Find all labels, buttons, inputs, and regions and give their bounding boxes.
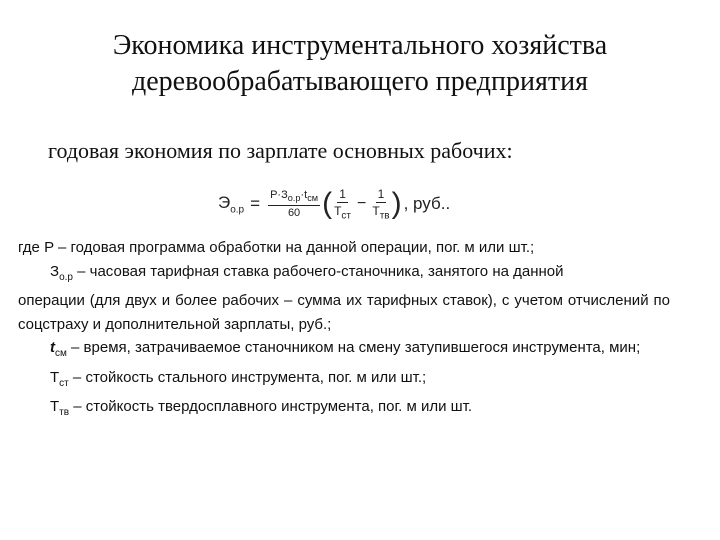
fraction-carbide-denominator (372, 203, 389, 221)
formula-equals: = (250, 194, 261, 213)
formula-main-fraction (268, 189, 320, 218)
symbol-z-sub: о.р (59, 271, 73, 283)
formula-lhs-sub: о.р (230, 204, 245, 216)
slide-title (40, 28, 680, 100)
definition-steel-life-text: – стойкость стального инструмента, пог. м или шт.; (68, 368, 427, 386)
intro-text: годовая экономия по зарплате основных рабочих: (48, 138, 513, 163)
carbide-den-symbol: T (372, 203, 380, 218)
definition-carbide-life-text: – стойкость твердосплавного инструмента, пог. м или шт. (69, 398, 473, 415)
savings-formula (218, 180, 450, 228)
definition-tariff-text: – часовая тарифная ставка рабочего-станочника, занятого на данной (72, 262, 564, 280)
formula-unit: , руб.. (403, 194, 451, 213)
fraction-carbide-numerator: 1 (377, 186, 385, 201)
symbol-p: P (44, 239, 54, 256)
title-line-2: деревообрабатывающего предприятия (131, 66, 588, 97)
formula-paren-close: ) (391, 187, 402, 220)
definition-prefix: где (18, 239, 45, 256)
num-sub-1: о.р (287, 193, 301, 204)
steel-den-sub: ст (341, 210, 351, 222)
definition-tariff (18, 260, 670, 290)
symbol-z: З (50, 262, 60, 280)
formula-main-numerator (268, 189, 320, 205)
definitions-block (18, 236, 670, 425)
fraction-steel-numerator: 1 (339, 186, 346, 201)
num-sub-2: см (307, 193, 319, 204)
num-part-1: P·З (270, 189, 288, 202)
formula-fraction-steel (334, 187, 351, 221)
fraction-steel-denominator (334, 203, 351, 221)
formula-paren-open: ( (322, 187, 333, 220)
formula-fraction-carbide (372, 187, 389, 221)
symbol-t-carbide-sub: тв (59, 407, 70, 418)
formula-minus: − (357, 195, 367, 212)
definition-tariff-continued: операции (для двух и более рабочих – сумма их тарифных ставок), с учетом отчислений по соцстраху и дополнительной зарплаты, руб.; (18, 292, 670, 333)
num-part-2: ·t (300, 189, 308, 202)
formula-lhs-symbol: Э (218, 192, 231, 212)
definition-program (18, 236, 670, 260)
definition-carbide-life (18, 395, 670, 425)
carbide-den-sub: тв (379, 210, 390, 222)
definition-time (18, 336, 670, 366)
symbol-t-sub: см (55, 348, 67, 359)
steel-den-symbol: T (334, 203, 342, 218)
title-line-1: Экономика инструментального хозяйства (112, 30, 608, 61)
definition-time-text: – время, затрачиваемое станочником на смену затупившегося инструмента, мин; (66, 339, 641, 356)
formula-lhs (218, 193, 244, 215)
symbol-t-steel-sub: ст (59, 377, 69, 389)
symbol-t-carbide: T (50, 398, 60, 415)
symbol-t-steel: T (50, 368, 60, 386)
definition-steel-life (18, 366, 670, 396)
definition-program-text: – годовая программа обработки на данной операции, пог. м или шт.; (53, 239, 535, 256)
formula-main-denominator: 60 (287, 206, 301, 219)
symbol-t: t (50, 339, 55, 356)
